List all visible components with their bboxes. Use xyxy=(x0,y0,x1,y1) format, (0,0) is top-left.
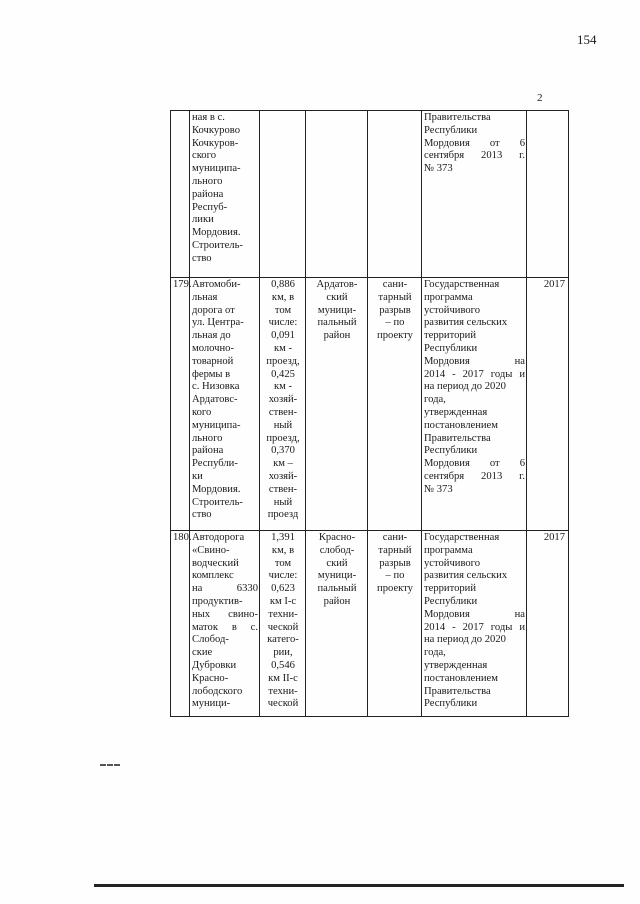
program-basis-line: сентября 2013 г. xyxy=(424,150,525,162)
sheet-number: 2 xyxy=(537,92,543,104)
program-basis-line: программа xyxy=(424,291,473,303)
district xyxy=(306,111,368,278)
object-length-line: 0,886 xyxy=(271,279,295,290)
object-name-line: Слобод- xyxy=(192,634,229,646)
object-name-line: ство xyxy=(192,252,212,264)
object-name-line: района xyxy=(192,445,224,457)
object-length-line: ствен- xyxy=(268,483,298,495)
object-name-line: Строитель- xyxy=(192,239,243,251)
program-basis-line: Государственная xyxy=(424,532,500,543)
zone-type xyxy=(368,531,422,717)
program-basis-line: на период до 2020 xyxy=(424,381,506,393)
object-length-line: ный xyxy=(273,419,293,431)
program-basis-line: постановлением xyxy=(424,672,498,684)
program-basis-line: Государственная xyxy=(424,279,500,290)
table-row xyxy=(171,111,569,278)
object-name-line: Красно- xyxy=(192,672,229,684)
object-length-line: 0,623 xyxy=(271,583,295,595)
object-name-line: на 6330 xyxy=(192,583,258,595)
program-basis-line: № 373 xyxy=(424,163,453,175)
object-name-line: Автодорога xyxy=(192,532,245,543)
object-length-line: числе: xyxy=(268,317,298,329)
object-length-line: км - xyxy=(273,381,293,393)
object-name-line: льного xyxy=(192,432,223,444)
object-length-line: числе: xyxy=(268,570,298,582)
program-basis-line: развития сельских xyxy=(424,317,508,329)
object-name-line: ул. Центра- xyxy=(192,317,244,329)
object-length-line: км – xyxy=(273,458,293,470)
district-line: слобод- xyxy=(319,544,355,556)
object-name-line: льная xyxy=(192,291,218,303)
object-length-line: ческой xyxy=(267,698,299,710)
object-name-line: маток в с. xyxy=(192,621,258,633)
object-length xyxy=(260,278,306,531)
object-name-line: молочно- xyxy=(192,342,234,354)
program-basis-line: 2014 - 2017 годы и xyxy=(424,368,525,380)
object-name-line: муници- xyxy=(192,698,231,710)
object-length-line: 1,391 xyxy=(271,532,295,543)
program-basis-line: Мордовия от 6 xyxy=(424,137,525,149)
object-name-line: ство xyxy=(192,509,212,521)
object-length xyxy=(260,111,306,278)
object-name xyxy=(190,531,260,717)
year xyxy=(527,111,569,278)
program-basis-line: устойчивого xyxy=(424,304,481,316)
program-basis-line: Правительства xyxy=(424,112,491,123)
object-name-line: района xyxy=(192,188,224,200)
object-length-line: 0,425 xyxy=(271,368,295,380)
district-line: муници- xyxy=(317,570,357,582)
object-name-line: Дубровки xyxy=(192,659,237,671)
object-length-line: проезд, xyxy=(266,355,300,367)
program-basis xyxy=(422,278,527,531)
program-basis-line: № 373 xyxy=(424,483,453,495)
program-basis-line: Мордовия от 6 xyxy=(424,458,525,470)
district-line: пальный xyxy=(317,583,357,595)
object-length-line: том xyxy=(274,557,292,569)
program-basis-line: Республики xyxy=(424,124,478,136)
object-name-line: фермы в xyxy=(192,368,231,380)
object-length-line: км II-с xyxy=(268,672,298,684)
zone-type-line: разрыв xyxy=(379,557,411,569)
program-basis-line: Правительства xyxy=(424,432,491,444)
object-name-line: продуктив- xyxy=(192,595,243,607)
object-name-line: товарной xyxy=(192,355,234,367)
program-basis-line: года, xyxy=(424,394,446,406)
zone-type-line: сани- xyxy=(382,532,408,543)
program-basis-line: территорий xyxy=(424,330,477,342)
year: 2017 xyxy=(527,278,569,531)
object-name-line: кого xyxy=(192,406,212,418)
district-line: муници- xyxy=(317,304,357,316)
district-line: район xyxy=(323,595,351,607)
program-basis-line: Республики xyxy=(424,342,478,354)
year: 2017 xyxy=(527,531,569,717)
object-name-line: ские xyxy=(192,647,213,659)
object-length-line: проезд xyxy=(267,509,299,521)
object-name-line: муниципа- xyxy=(192,419,241,431)
row-number xyxy=(171,111,190,278)
object-name-line: Респуб- xyxy=(192,201,228,213)
scan-mark xyxy=(100,764,120,768)
object-name-line: льного xyxy=(192,175,223,187)
object-name-line: ки xyxy=(192,470,203,482)
object-name-line: Мордовия. xyxy=(192,227,241,239)
object-name-line: лики xyxy=(192,214,214,226)
object-length-line: хозяй- xyxy=(268,394,298,406)
zone-type-line: тарный xyxy=(378,544,412,556)
object-name-line: Кочкурово xyxy=(192,124,241,136)
object-length-line: ческой xyxy=(267,621,299,633)
object-name-line: лободского xyxy=(192,685,243,697)
object-length-line: 0,370 xyxy=(271,445,295,457)
object-length-line: том xyxy=(274,304,292,316)
zone-type-line: проекту xyxy=(377,330,413,342)
zone-type-line: проекту xyxy=(377,583,413,595)
table-row xyxy=(171,531,569,717)
zone-type-line: разрыв xyxy=(379,304,411,316)
object-length-line: 0,091 xyxy=(271,330,295,342)
program-basis-line: Республики xyxy=(424,698,478,710)
zone-type-line: сани- xyxy=(382,279,408,290)
object-name-line: Ардатовс- xyxy=(192,394,238,406)
district-line: ский xyxy=(326,557,348,569)
table-row xyxy=(171,278,569,531)
object-length-line: км - xyxy=(273,342,293,354)
object-name-line: ского xyxy=(192,150,216,162)
object-name xyxy=(190,111,260,278)
object-name-line: Автомоби- xyxy=(192,279,241,290)
page-bottom-rule xyxy=(94,884,624,887)
district-line: район xyxy=(323,330,351,342)
program-basis-line: Правительства xyxy=(424,685,491,697)
program-basis-line: утвержденная xyxy=(424,659,488,671)
object-name-line: ная в с. xyxy=(192,112,225,123)
object-length-line: ный xyxy=(273,496,293,508)
object-length-line: техни- xyxy=(268,685,298,697)
program-basis-line: сентября 2013 г. xyxy=(424,470,525,482)
program-basis-line: Мордовия на xyxy=(424,355,525,367)
object-length-line: хозяй- xyxy=(268,470,298,482)
object-name-line: дорога от xyxy=(192,304,235,316)
program-basis-line: Мордовия на xyxy=(424,608,525,620)
object-length-line: рии, xyxy=(273,647,293,659)
zone-type-line: тарный xyxy=(378,291,412,303)
district xyxy=(306,278,368,531)
program-basis-line: года, xyxy=(424,647,446,659)
object-name-line: муниципа- xyxy=(192,163,241,175)
object-length-line: техни- xyxy=(268,608,298,620)
object-name-line: льная до xyxy=(192,330,231,342)
zone-type-line: – по xyxy=(385,317,405,329)
zone-type xyxy=(368,111,422,278)
object-name-line: ных свино- xyxy=(192,608,258,620)
objects-table xyxy=(170,110,569,717)
page-number: 154 xyxy=(577,32,597,47)
object-name-line: Кочкуров- xyxy=(192,137,239,149)
district-line: пальный xyxy=(317,317,357,329)
program-basis xyxy=(422,531,527,717)
object-name-line: комплекс xyxy=(192,570,234,582)
object-length-line: км, в xyxy=(271,544,295,556)
program-basis-line: устойчивого xyxy=(424,557,481,569)
program-basis-line: программа xyxy=(424,544,473,556)
row-number: 180. xyxy=(171,531,190,717)
object-length-line: ствен- xyxy=(268,406,298,418)
program-basis-line: Республики xyxy=(424,595,478,607)
object-length-line: км I-с xyxy=(269,595,297,607)
object-name-line: с. Низовка xyxy=(192,381,240,393)
row-number: 179. xyxy=(171,278,190,531)
program-basis-line: территорий xyxy=(424,583,477,595)
object-length-line: 0,546 xyxy=(271,659,295,671)
object-name-line: Строитель- xyxy=(192,496,243,508)
object-length-line: проезд, xyxy=(266,432,300,444)
object-name-line: Республи- xyxy=(192,458,238,470)
object-length-line: катего- xyxy=(267,634,299,646)
object-name-line: Мордовия. xyxy=(192,483,241,495)
zone-type xyxy=(368,278,422,531)
district-line: Красно- xyxy=(318,532,356,543)
district-line: Ардатов- xyxy=(316,279,358,290)
object-name-line: «Свино- xyxy=(192,544,230,556)
district xyxy=(306,531,368,717)
program-basis-line: утвержденная xyxy=(424,406,488,418)
program-basis-line: развития сельских xyxy=(424,570,508,582)
zone-type-line: – по xyxy=(385,570,405,582)
object-length xyxy=(260,531,306,717)
program-basis-line: 2014 - 2017 годы и xyxy=(424,621,525,633)
program-basis xyxy=(422,111,527,278)
program-basis-line: на период до 2020 xyxy=(424,634,506,646)
program-basis-line: постановлением xyxy=(424,419,498,431)
program-basis-line: Республики xyxy=(424,445,478,457)
object-name xyxy=(190,278,260,531)
object-length-line: км, в xyxy=(271,291,295,303)
object-name-line: водческий xyxy=(192,557,239,569)
district-line: ский xyxy=(326,291,348,303)
